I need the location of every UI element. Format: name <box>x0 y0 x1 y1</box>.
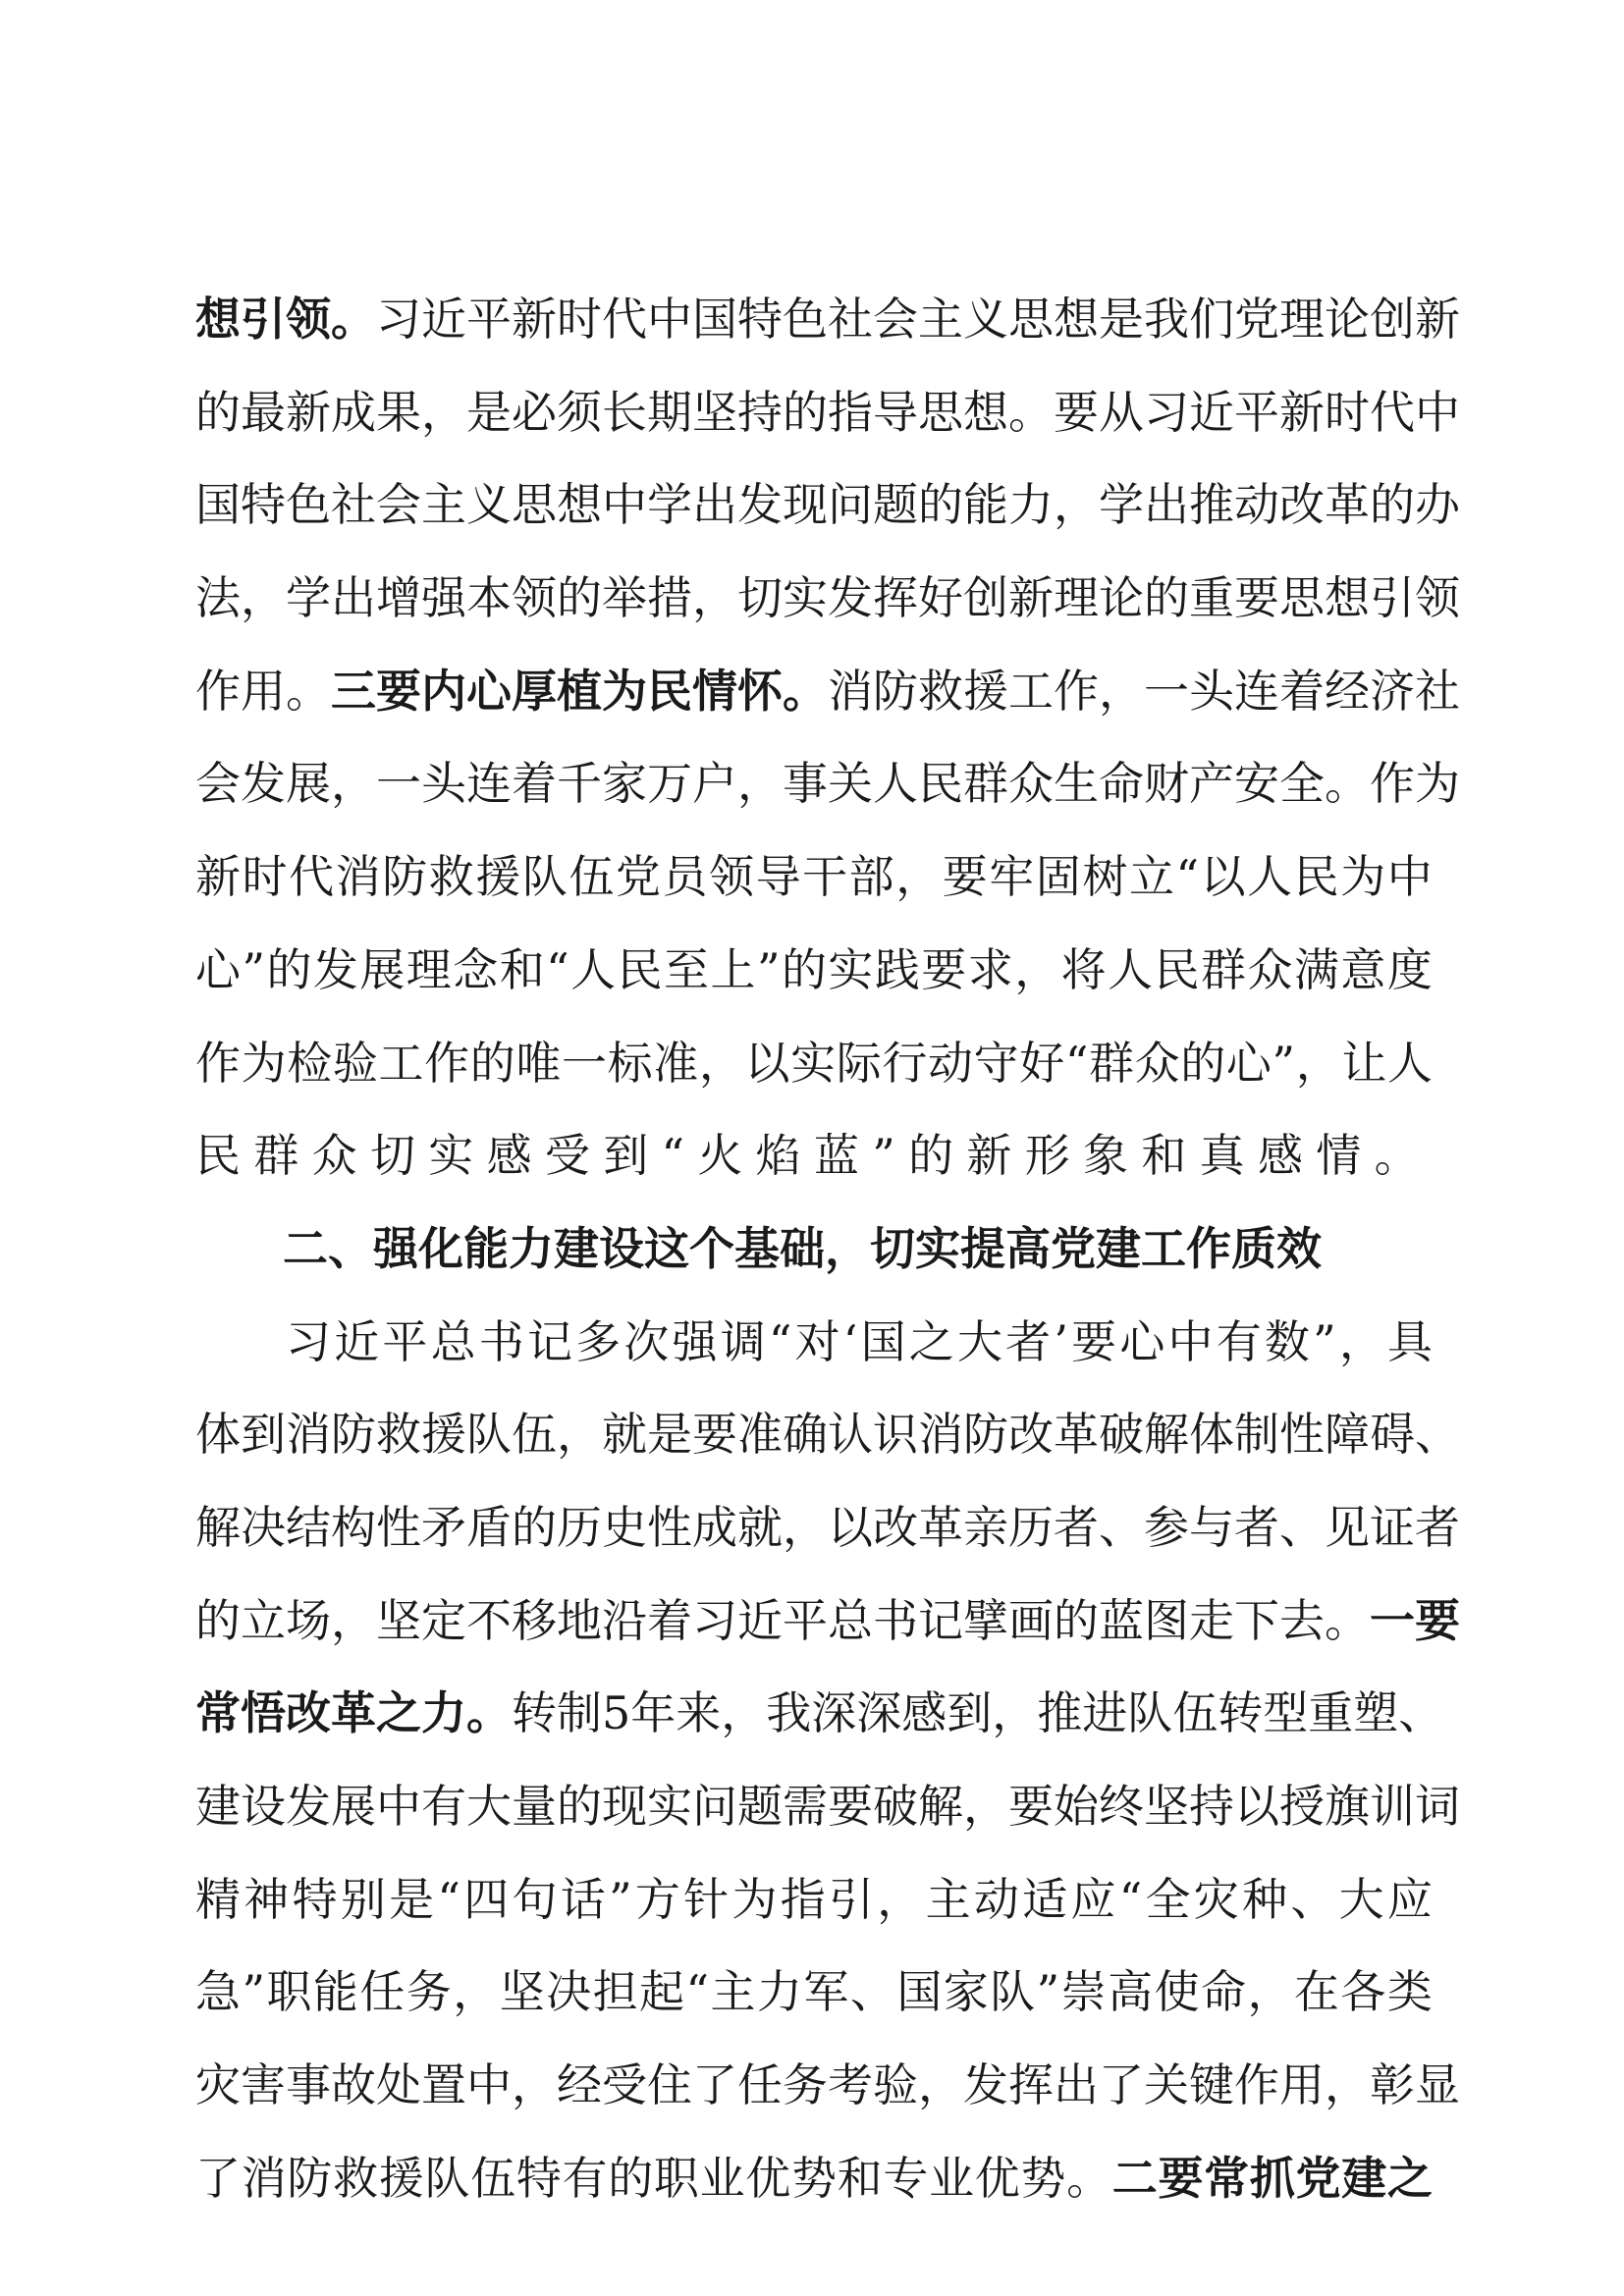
text-line: 精 神 特 别 是 “ 四 句 话 ” 方 针 为 指 引 ， 主 动 适 应 “ 全 灾 种 、 大 应 <box>195 1872 1433 1926</box>
text-line: 民 群 众 切 实 感 受 到 “ 火 焰 蓝 ” 的 新 形 象 和 真 感 情 。 <box>195 1129 1433 1183</box>
text-line: 法 ， 学 出 增 强 本 领 的 举 措 ， 切 实 发 挥 好 创 新 理 论 的 重 要 思 想 引 领 <box>195 571 1460 625</box>
section-heading: 二 、 强 化 能 力 建 设 这 个 基 础 ， 切 实 提 高 党 建 工 作 质 效 <box>283 1221 1322 1275</box>
text-line: 解 决 结 构 性 矛 盾 的 历 史 性 成 就 ， 以 改 革 亲 历 者 、 参 与 者 、 见 证 者 <box>195 1500 1460 1554</box>
text-line: 体 到 消 防 救 援 队 伍 ， 就 是 要 准 确 认 识 消 防 改 革 破 解 体 制 性 障 碍 、 <box>195 1408 1460 1462</box>
text-line: 新 时 代 消 防 救 援 队 伍 党 员 领 导 干 部 ， 要 牢 固 树 立 “ 以 人 民 为 中 <box>195 850 1433 904</box>
text-line: 灾 害 事 故 处 置 中 ， 经 受 住 了 任 务 考 验 ， 发 挥 出 了 关 键 作 用 ， 彰 显 <box>195 2058 1460 2112</box>
text-line: 国 特 色 社 会 主 义 思 想 中 学 出 发 现 问 题 的 能 力 ， 学 出 推 动 改 革 的 办 <box>195 478 1460 532</box>
text-line: 作 用 。 三 要 内 心 厚 植 为 民 情 怀 。 消 防 救 援 工 作 ， 一 头 连 着 经 济 社 <box>195 664 1460 718</box>
text-line: 作 为 检 验 工 作 的 唯 一 标 准 ， 以 实 际 行 动 守 好 “ 群 众 的 心 ” ， 让 人 <box>195 1036 1433 1090</box>
text-line: 的 立 场 ， 坚 定 不 移 地 沿 着 习 近 平 总 书 记 擘 画 的 蓝 图 走 下 去 。 一 要 <box>195 1593 1460 1647</box>
text-line: 想 引 领 。 习 近 平 新 时 代 中 国 特 色 社 会 主 义 思 想 是 我 们 党 理 论 创 新 <box>195 293 1460 346</box>
text-line: 常 悟 改 革 之 力 。 转 制 5 年 来 ， 我 深 深 感 到 ， 推 进 队 伍 转 型 重 塑 、 <box>195 1686 1444 1740</box>
text-line: 建 设 发 展 中 有 大 量 的 现 实 问 题 需 要 破 解 ， 要 始 终 坚 持 以 授 旗 训 词 <box>195 1780 1460 1833</box>
text-line: 的 最 新 成 果 ， 是 必 须 长 期 坚 持 的 指 导 思 想 。 要 从 习 近 平 新 时 代 中 <box>195 385 1460 439</box>
text-line: 习 近 平 总 书 记 多 次 强 调 “ 对 ‘ 国 之 大 者 ’ 要 心 中 有 数 ” ， 具 <box>286 1314 1433 1368</box>
text-line: 会 发 展 ， 一 头 连 着 千 家 万 户 ， 事 关 人 民 群 众 生 命 财 产 安 全 。 作 为 <box>195 757 1460 811</box>
document-body <box>195 273 1460 2224</box>
text-line: 心 ” 的 发 展 理 念 和 “ 人 民 至 上 ” 的 实 践 要 求 ， 将 人 民 群 众 满 意 度 <box>195 942 1433 996</box>
text-line: 急 ” 职 能 任 务 ， 坚 决 担 起 “ 主 力 军 、 国 家 队 ” 崇 高 使 命 ， 在 各 类 <box>195 1965 1433 2019</box>
text-line: 了 消 防 救 援 队 伍 特 有 的 职 业 优 势 和 专 业 优 势 。 二 要 常 抓 党 建 之 <box>195 2151 1433 2205</box>
